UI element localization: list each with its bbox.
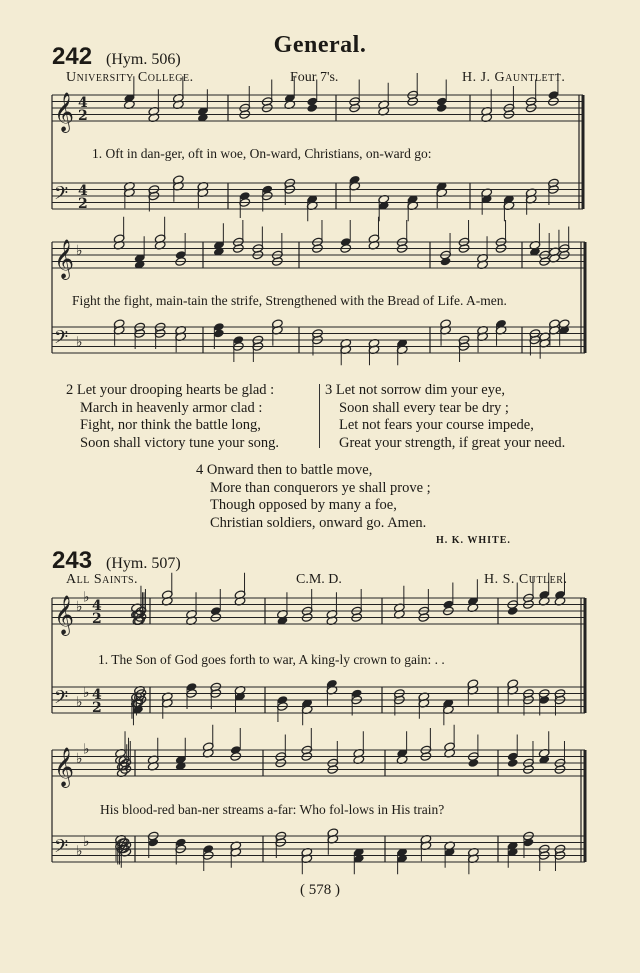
lyric-line: His blood-red ban-ner streams a-far: Who fol-lows in His train? — [100, 802, 445, 817]
verse-line: 4 Onward then to battle move, — [196, 462, 373, 478]
hymn-number: 243 — [52, 547, 93, 574]
lyric-line: 1. The Son of God goes forth to war, A king-ly crown to gain: . . — [98, 652, 445, 667]
verse-line: March in heavenly armor clad : — [80, 399, 263, 416]
verse-line: Christian soldiers, onward go. Amen. — [210, 514, 427, 531]
verse-3 — [325, 382, 565, 452]
meter: C.M. D. — [296, 572, 342, 587]
hymn-243-header — [52, 547, 181, 575]
bass-clef-icon: 𝄢 — [54, 836, 69, 862]
verse-line: Let not fears your course impede, — [339, 417, 534, 433]
time-signature: 4 — [78, 95, 88, 111]
flat-icon: ♭ — [76, 751, 83, 767]
verse-line: Fight, nor think the battle long, — [80, 417, 261, 433]
composer: H. S. Cutler. — [484, 572, 568, 587]
hymn-number: 242 — [52, 43, 93, 70]
flat-icon: ♭ — [76, 694, 83, 711]
hymn-242-header — [52, 43, 181, 71]
verse-line: More than conquerors ye shall prove ; — [210, 479, 431, 496]
verse-line: 3 Let not sorrow dim your eye, — [325, 382, 506, 398]
bass-clef-icon: 𝄢 — [54, 687, 69, 713]
lyric-line: Fight the fight, main-tain the strife, Strengthened with the Bread of Life. A-men. — [72, 293, 507, 308]
treble-clef-icon: 𝄞 — [54, 239, 75, 279]
flat-icon: ♭ — [83, 589, 90, 606]
flat-icon: ♭ — [83, 741, 90, 758]
flat-icon: ♭ — [76, 334, 83, 351]
treble-clef-icon: 𝄞 — [54, 595, 75, 635]
flat-icon: ♭ — [76, 843, 83, 860]
flat-icon: ♭ — [76, 243, 83, 259]
composer: H. J. Gauntlett. — [462, 70, 566, 85]
time-signature: 4 — [92, 598, 102, 614]
treble-clef-icon: 𝄞 — [54, 92, 75, 132]
verse-line: Soon shall victory tune your song. — [80, 434, 279, 451]
verse-line: 2 Let your drooping hearts be glad : — [66, 382, 275, 398]
hymn-reference: (Hym. 506) — [106, 51, 181, 68]
page-number: ( 578 ) — [300, 882, 340, 898]
verse-divider — [319, 384, 320, 448]
verse-4 — [196, 462, 431, 532]
page-heading: General. — [273, 32, 367, 58]
verse-line: Soon shall every tear be dry ; — [339, 399, 509, 416]
bass-clef-icon: 𝄢 — [54, 327, 69, 353]
time-signature: 4 — [78, 183, 88, 199]
bass-clef-icon: 𝄢 — [54, 183, 69, 209]
time-signature: 2 — [92, 611, 102, 627]
tune-name: All Saints. — [66, 572, 139, 587]
verse-line: Though opposed by many a foe, — [210, 497, 397, 513]
flat-icon: ♭ — [83, 833, 90, 850]
hymn-author: H. K. WHITE. — [436, 535, 511, 546]
tune-name: University College. — [66, 70, 194, 85]
flat-icon: ♭ — [83, 684, 90, 701]
verse-2 — [66, 382, 279, 452]
time-signature: 2 — [78, 196, 88, 212]
time-signature: 2 — [78, 108, 88, 124]
time-signature: 2 — [92, 700, 102, 716]
lyric-line: 1. Oft in dan-ger, oft in woe, On-ward, Christians, on-ward go: — [92, 146, 432, 161]
time-signature: 4 — [92, 687, 102, 703]
verse-line: Great your strength, if great your need. — [339, 434, 566, 451]
hymn-reference: (Hym. 507) — [106, 555, 181, 572]
treble-clef-icon: 𝄞 — [54, 747, 75, 787]
meter: Four 7's. — [290, 70, 339, 85]
flat-icon: ♭ — [76, 599, 83, 615]
